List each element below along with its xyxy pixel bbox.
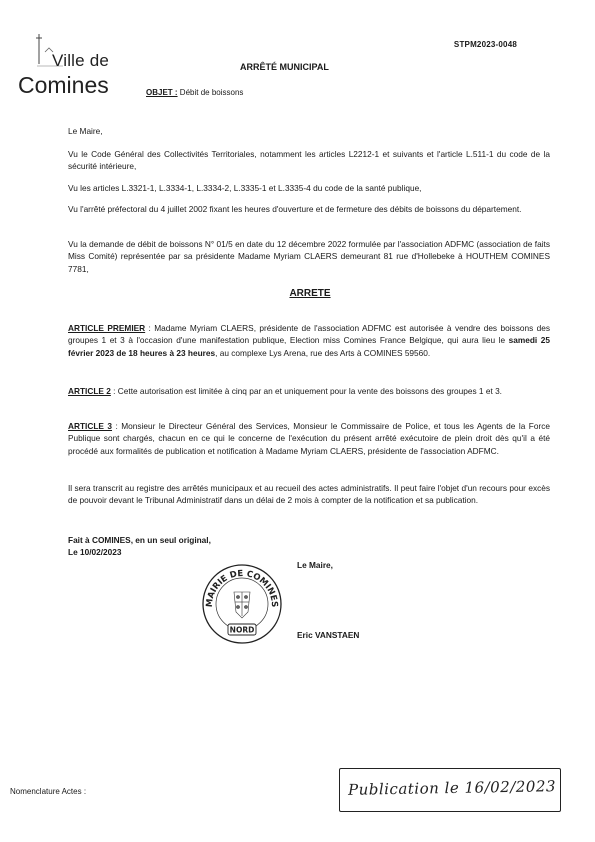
vu-paragraph-2: Vu les articles L.3321-1, L.3334-1, L.3334-2, L.3335-1 et L.3335-4 du code de la santé publique, [68, 183, 422, 193]
article-2 [68, 385, 550, 397]
article-1-text-b: , au complexe Lys Arena, rue des Arts à COMINES 59560. [215, 347, 431, 358]
article-2-text: : Cette autorisation est limitée à cinq par an et uniquement pour la vente des boissons des groupes 1 et 3. [110, 386, 502, 396]
arrete-heading: ARRETE [289, 288, 331, 299]
signature-name: Eric VANSTAEN [297, 630, 360, 640]
article-1-label: ARTICLE PREMIER [68, 323, 146, 333]
signature-title: Le Maire, [297, 560, 333, 570]
mairie-stamp-seal [200, 562, 284, 646]
article-3-text: : Monsieur le Directeur Général des Services, Monsieur le Commissaire de Police, et tous les Agents de la Force Publique sont chargés, chacun en ce qui le concerne de l'exécution du présent arrêté exécutoire de plein droit dès qu'il a été procédé aux formalités de publication et notification à Madame Myriam CLAERS, présidente de l'association ADFMC. [68, 421, 550, 456]
fait-block [68, 534, 211, 559]
document-title: ARRÊTÉ MUNICIPAL [240, 62, 329, 72]
le-maire-intro: Le Maire, [68, 126, 103, 136]
article-3-label: ARTICLE 3 [68, 421, 113, 431]
fait-place: Fait à COMINES, en un seul original, [68, 535, 211, 545]
nomenclature-label: Nomenclature Actes : [10, 787, 87, 796]
logo-ville-text: Ville de [52, 51, 110, 70]
article-2-label: ARTICLE 2 [68, 386, 111, 396]
objet-text: Débit de boissons [179, 88, 244, 97]
vu-paragraph-3: Vu l'arrêté préfectoral du 4 juillet 2002 fixant les heures d'ouverture et de fermeture des débits de boissons du département. [68, 204, 522, 214]
publication-handwritten-note: Publication le 16/02/2023 [347, 777, 557, 799]
objet-label: OBJET : [146, 88, 178, 97]
fait-date: Le 10/02/2023 [68, 547, 122, 558]
svg-text:NORD: NORD [229, 625, 255, 635]
document-reference: STPM2023-0048 [453, 40, 517, 49]
vu-paragraph-4: Vu la demande de débit de boissons N° 01/5 en date du 12 décembre 2022 formulée par l'association ADFMC (association de faits Miss Comité) représentée par sa présidente Madame Myriam CLAERS demeurant 81 rue d'Hollebeke à HOUTHEM COMINES 7781, [68, 239, 550, 274]
vu-paragraph-1: Vu le Code Général des Collectivités Territoriales, notamment les articles L2212-1 et suivants et l'article L.511-1 du code de la sécurité intérieure, [68, 149, 550, 172]
objet-line [146, 88, 243, 97]
final-paragraph: Il sera transcrit au registre des arrêtés municipaux et au recueil des actes administratifs. Il peut faire l'objet d'un recours pour excès de pouvoir devant le Tribunal Administratif dans un délai de 2 mois à compter de la notification et sa publication. [68, 483, 550, 506]
logo-comines-text: Comines [18, 72, 109, 98]
article-1-text-a: : Madame Myriam CLAERS, présidente de l'association ADFMC est autorisée à vendre des boissons des groupes 1 et 3 à l'occasion d'une manifestation publique, Election miss Comines France Belgique, qui aura lieu le [68, 323, 550, 346]
article-1 [68, 322, 550, 359]
svg-text:MAIRIE DE COMINES: MAIRIE DE COMINES [204, 568, 280, 608]
article-1-date: samedi 25 février 2023 de 18 heures à 23 heures [68, 335, 550, 358]
article-3 [68, 420, 550, 457]
